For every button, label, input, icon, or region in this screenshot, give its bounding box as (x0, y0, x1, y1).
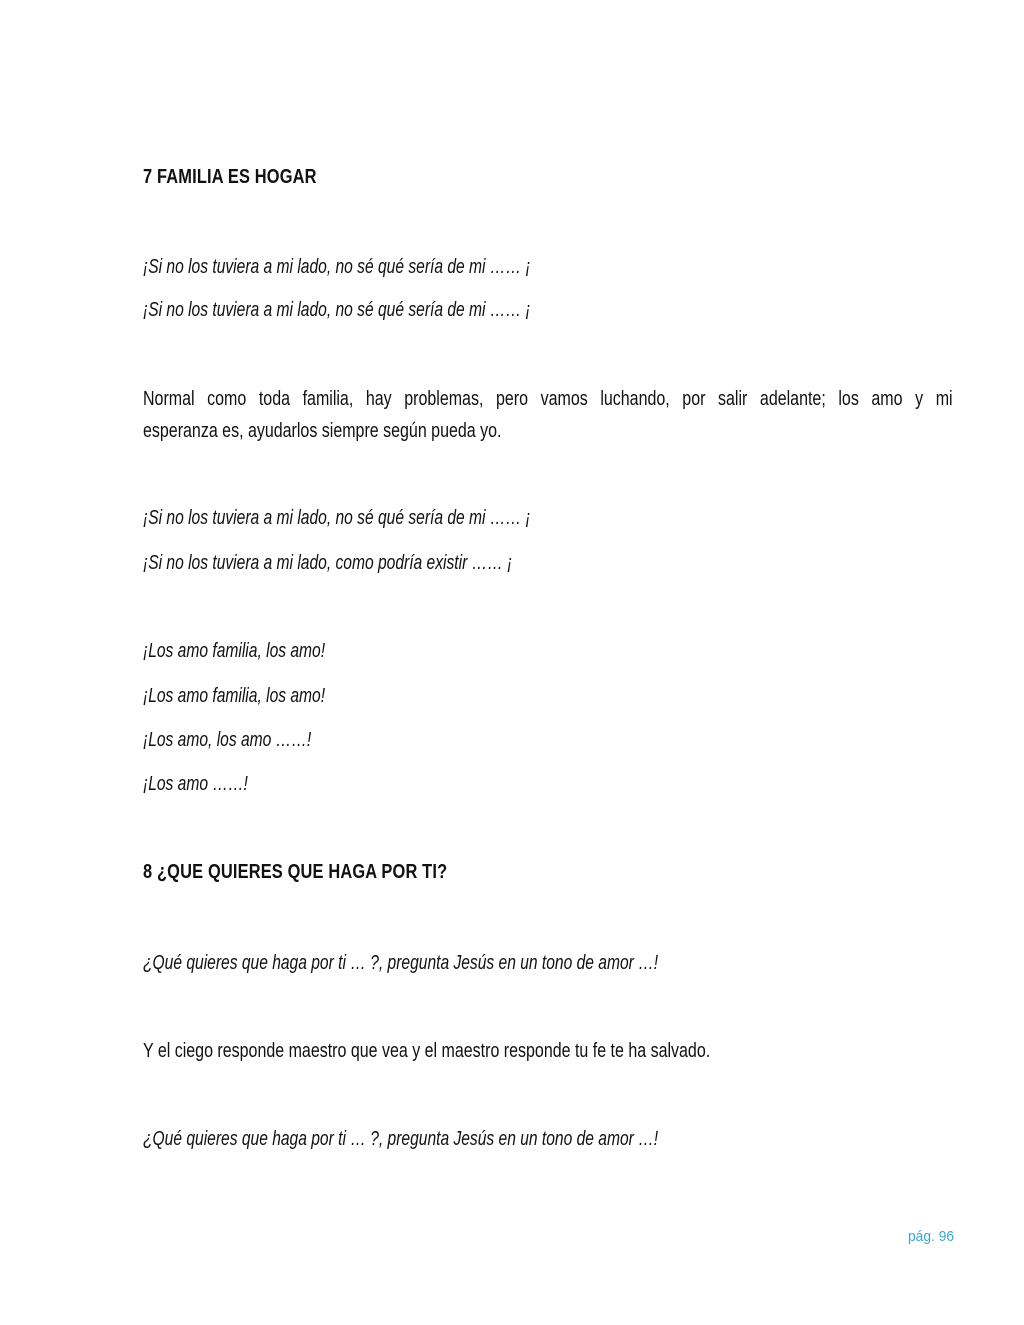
paragraph-line: Normal como toda familia, hay problemas, pero vamos luchando, por salir adelante; los amo y mi (143, 388, 953, 410)
verse-line: ¡Los amo, los amo ……! (143, 729, 312, 751)
verse-line: ¿Qué quieres que haga por ti … ?, pregunta Jesús en un tono de amor …! (143, 952, 659, 974)
verse-line: ¡Si no los tuviera a mi lado, como podría existir …… ¡ (143, 552, 513, 574)
paragraph-line: Y el ciego responde maestro que vea y el maestro responde tu fe te ha salvado. (143, 1040, 711, 1062)
verse-line: ¡Si no los tuviera a mi lado, no sé qué sería de mi …… ¡ (143, 507, 531, 529)
verse-line: ¡Si no los tuviera a mi lado, no sé qué sería de mi …… ¡ (143, 256, 531, 278)
verse-line: ¡Los amo familia, los amo! (143, 640, 326, 662)
verse-line: ¡Los amo familia, los amo! (143, 685, 326, 707)
section-heading-que-quieres: 8 ¿QUE QUIERES QUE HAGA POR TI? (143, 861, 448, 883)
verse-line: ¡Si no los tuviera a mi lado, no sé qué sería de mi …… ¡ (143, 299, 531, 321)
paragraph-line: esperanza es, ayudarlos siempre según pueda yo. (143, 420, 502, 442)
verse-line: ¡Los amo ……! (143, 773, 248, 795)
page-number: pág. 96 (907, 1228, 954, 1245)
verse-line: ¿Qué quieres que haga por ti … ?, pregunta Jesús en un tono de amor …! (143, 1128, 659, 1150)
section-heading-familia: 7 FAMILIA ES HOGAR (143, 166, 317, 188)
